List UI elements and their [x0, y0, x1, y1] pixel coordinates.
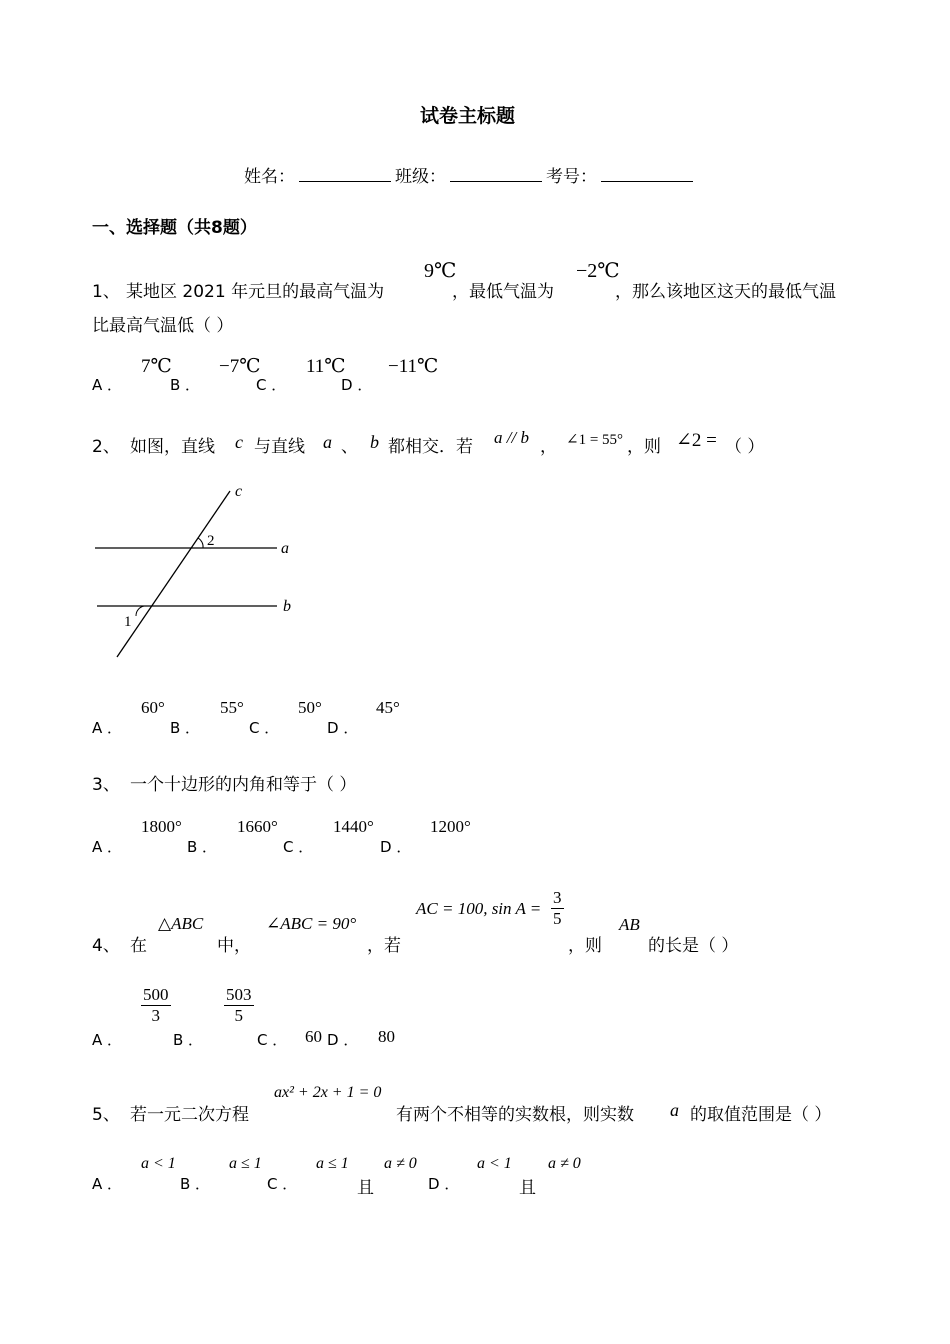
line-c	[117, 491, 230, 657]
q3-number: 3、	[92, 775, 120, 795]
angle-2-arc	[198, 538, 203, 548]
q4-opt-a-numerator: 500	[143, 985, 169, 1004]
q4-text-a: 在	[130, 936, 147, 956]
q1-option-b[interactable]: −7℃	[219, 356, 261, 377]
q3-label-a: A ．	[92, 838, 123, 856]
q5-option-c[interactable]: a ≤ 1	[316, 1155, 349, 1172]
q2-option-c[interactable]: 50°	[298, 698, 322, 717]
number-label: 考号：	[546, 167, 597, 187]
student-info-line	[244, 162, 697, 187]
class-label: 班级：	[395, 167, 446, 187]
q5-label-d: D ．	[428, 1175, 460, 1193]
q2-label-c: C ．	[249, 719, 280, 737]
q2-option-d[interactable]: 45°	[376, 698, 400, 717]
q4-ab: AB	[619, 915, 640, 934]
q2-comma: ，	[540, 437, 557, 457]
q1-label-d: D ．	[341, 376, 373, 394]
q3-label-d: D ．	[380, 838, 412, 856]
q5-var-a: a	[670, 1100, 679, 1120]
q1-label-c: C ．	[256, 376, 287, 394]
q4-opt-a-denominator: 3	[151, 1006, 160, 1025]
q4-cond-denominator: 5	[553, 909, 562, 928]
q5-text-a: 若一元二次方程	[130, 1105, 249, 1125]
label-a: a	[281, 540, 289, 557]
q3-option-a[interactable]: 1800°	[141, 817, 182, 836]
q2-text-a: 如图，直线	[130, 437, 215, 457]
q2-option-b[interactable]: 55°	[220, 698, 244, 717]
q5-number: 5、	[92, 1105, 120, 1125]
label-angle-1: 1	[124, 614, 132, 630]
q4-option-b[interactable]	[224, 985, 254, 1026]
q4-text-d: ，则	[568, 936, 602, 956]
q1-option-a[interactable]: 7℃	[141, 356, 172, 377]
q2-sep: 、	[341, 437, 358, 457]
q5-option-b[interactable]: a ≤ 1	[229, 1155, 262, 1172]
q2-number: 2、	[92, 437, 120, 457]
q2-angle2: ∠2 =	[676, 430, 717, 451]
q4-option-a[interactable]	[141, 985, 171, 1026]
q2-text-b: 与直线	[254, 437, 305, 457]
q4-number: 4、	[92, 936, 120, 956]
q4-option-d[interactable]: 80	[378, 1027, 395, 1046]
label-c: c	[235, 483, 243, 500]
q5-option-d-and: 且	[519, 1178, 536, 1198]
q2-text-d: ，则	[627, 437, 661, 457]
q4-text-b: 中，	[217, 936, 251, 956]
q1-number: 1、	[92, 282, 120, 302]
q3-label-c: C ．	[283, 838, 314, 856]
q4-text-c: ，若	[367, 936, 401, 956]
q1-option-c[interactable]: 11℃	[306, 356, 346, 377]
class-blank[interactable]	[450, 167, 542, 182]
q2-var-c: c	[235, 432, 243, 452]
q2-label-b: B ．	[170, 719, 201, 737]
q5-option-a[interactable]: a < 1	[141, 1155, 176, 1172]
number-blank[interactable]	[601, 167, 693, 182]
label-angle-2: 2	[207, 533, 215, 549]
q4-opt-b-numerator: 503	[226, 985, 252, 1004]
q5-option-c-extra: a ≠ 0	[384, 1155, 417, 1172]
q4-condition-fraction	[551, 888, 564, 929]
q3-text: 一个十边形的内角和等于（ ）	[130, 775, 357, 795]
q4-triangle: △ABC	[158, 914, 204, 933]
q2-text-c: 都相交．若	[388, 437, 473, 457]
name-label: 姓名：	[244, 167, 295, 187]
q5-label-a: A ．	[92, 1175, 123, 1193]
q1-low-temp: −2℃	[576, 260, 620, 282]
q2-option-a[interactable]: 60°	[141, 698, 165, 717]
q2-angle1: ∠1 = 55°	[566, 432, 624, 448]
q1-text-a: 某地区 2021 年元旦的最高气温为	[126, 282, 385, 302]
q4-angle: ∠ABC = 90°	[266, 914, 357, 933]
q3-option-b[interactable]: 1660°	[237, 817, 278, 836]
q4-option-c[interactable]: 60	[305, 1027, 322, 1046]
q2-parallel: a // b	[494, 428, 529, 447]
q2-text-e: （ ）	[725, 437, 765, 457]
q4-text-e: 的长是（ ）	[648, 936, 739, 956]
q4-condition: AC = 100, sin A =	[416, 899, 542, 918]
q5-label-b: B ．	[180, 1175, 211, 1193]
q1-label-b: B ．	[170, 376, 201, 394]
q5-label-c: C ．	[267, 1175, 298, 1193]
name-blank[interactable]	[299, 167, 391, 182]
page-title: 试卷主标题	[420, 105, 516, 127]
q3-option-d[interactable]: 1200°	[430, 817, 471, 836]
q4-label-c: C ．	[257, 1031, 288, 1049]
angle-1-arc	[136, 606, 144, 616]
q4-label-d: D ．	[327, 1031, 359, 1049]
q1-text-b: ，最低气温为	[452, 282, 554, 302]
q5-option-d[interactable]: a < 1	[477, 1155, 512, 1172]
section-heading: 一、选择题（共8题）	[92, 218, 257, 238]
q1-text-c: ，那么该地区这天的最低气温	[615, 282, 836, 302]
q1-high-temp: 9℃	[424, 260, 457, 282]
q3-option-c[interactable]: 1440°	[333, 817, 374, 836]
q1-option-d[interactable]: −11℃	[388, 356, 439, 377]
q2-label-d: D ．	[327, 719, 359, 737]
q4-label-b: B ．	[173, 1031, 204, 1049]
q3-label-b: B ．	[187, 838, 218, 856]
q1-text-d: 比最高气温低（ ）	[92, 316, 234, 336]
q4-cond-numerator: 3	[553, 888, 562, 907]
q2-var-b: b	[370, 432, 379, 452]
q4-opt-b-denominator: 5	[234, 1006, 243, 1025]
q2-label-a: A ．	[92, 719, 123, 737]
q2-figure	[90, 480, 310, 670]
q5-option-d-extra: a ≠ 0	[548, 1155, 581, 1172]
q5-option-c-and: 且	[357, 1178, 374, 1198]
q5-text-b: 有两个不相等的实数根，则实数	[396, 1105, 634, 1125]
q2-var-a: a	[323, 432, 332, 452]
label-b: b	[283, 598, 291, 615]
q5-equation: ax² + 2x + 1 = 0	[274, 1084, 382, 1101]
q5-text-c: 的取值范围是（ ）	[690, 1105, 832, 1125]
q1-label-a: A ．	[92, 376, 123, 394]
q4-label-a: A ．	[92, 1031, 123, 1049]
